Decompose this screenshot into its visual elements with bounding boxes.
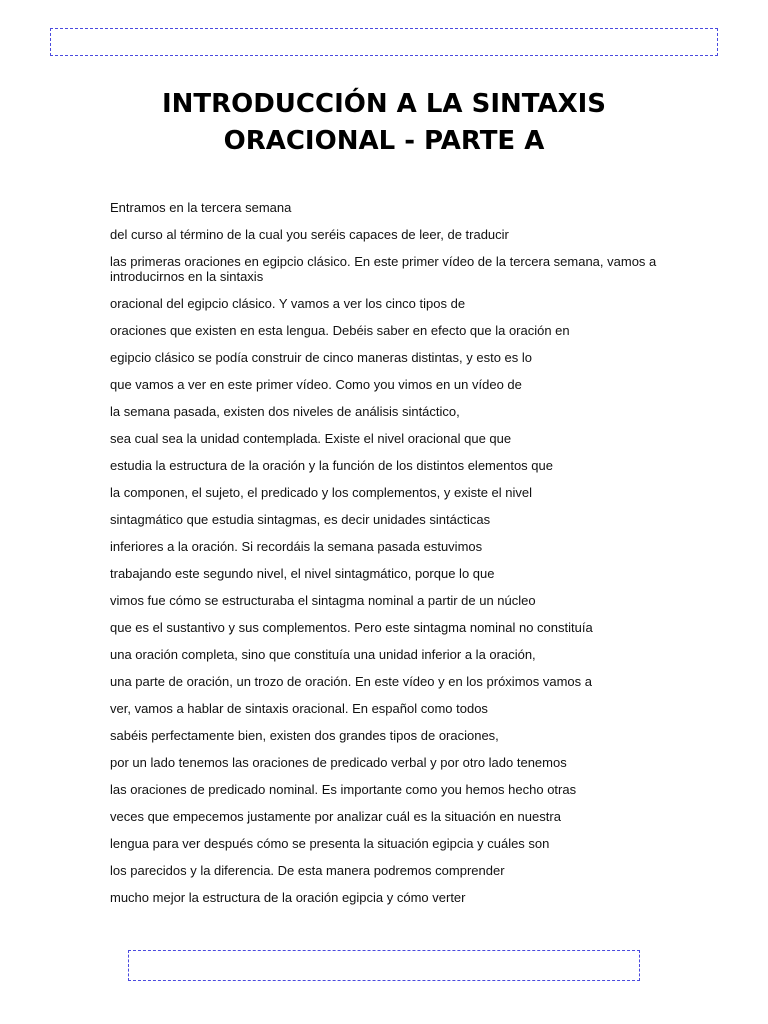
title-line-2: ORACIONAL - PARTE A (223, 126, 545, 156)
paragraph: la semana pasada, existen dos niveles de análisis sintáctico, (110, 404, 460, 419)
paragraph: vimos fue cómo se estructuraba el sintagma nominal a partir de un núcleo (110, 593, 536, 608)
title-line-1: INTRODUCCIÓN A LA SINTAXIS (161, 89, 607, 119)
paragraph: ver, vamos a hablar de sintaxis oracional. En español como todos (110, 701, 488, 716)
paragraph: Entramos en la tercera semana (110, 200, 292, 215)
paragraph: sabéis perfectamente bien, existen dos grandes tipos de oraciones, (110, 728, 499, 743)
paragraph: por un lado tenemos las oraciones de predicado verbal y por otro lado tenemos (110, 755, 567, 770)
paragraph: sea cual sea la unidad contemplada. Existe el nivel oracional que que (110, 431, 512, 446)
paragraph: que vamos a ver en este primer vídeo. Como you vimos en un vídeo de (110, 377, 522, 392)
paragraph: inferiores a la oración. Si recordáis la semana pasada estuvimos (110, 539, 483, 554)
paragraph: veces que empecemos justamente por analizar cuál es la situación en nuestra (110, 809, 561, 824)
paragraph: oracional del egipcio clásico. Y vamos a ver los cinco tipos de (110, 296, 466, 311)
paragraph: que es el sustantivo y sus complementos. Pero este sintagma nominal no constituía (110, 620, 593, 635)
document-body (110, 200, 670, 917)
paragraph: la componen, el sujeto, el predicado y los complementos, y existe el nivel (110, 485, 532, 500)
paragraph: una oración completa, sino que constituía una unidad inferior a la oración, (110, 647, 536, 662)
paragraph: las oraciones de predicado nominal. Es importante como you hemos hecho otras (110, 782, 577, 797)
paragraph: trabajando este segundo nivel, el nivel sintagmático, porque lo que (110, 566, 495, 581)
paragraph: mucho mejor la estructura de la oración egipcia y cómo verter (110, 890, 466, 905)
paragraph: del curso al término de la cual you seréis capaces de leer, de traducir (110, 227, 509, 242)
header-placeholder-frame (50, 28, 718, 56)
paragraph: estudia la estructura de la oración y la función de los distintos elementos que (110, 458, 553, 473)
paragraph: sintagmático que estudia sintagmas, es decir unidades sintácticas (110, 512, 491, 527)
document-title (100, 86, 668, 160)
paragraph: oraciones que existen en esta lengua. Debéis saber en efecto que la oración en (110, 323, 570, 338)
paragraph: los parecidos y la diferencia. De esta manera podremos comprender (110, 863, 505, 878)
paragraph: las primeras oraciones en egipcio clásico. En este primer vídeo de la tercera semana, vamos a introducirnos en la sintaxis (110, 254, 657, 284)
footer-placeholder-frame (128, 950, 640, 981)
paragraph: egipcio clásico se podía construir de cinco maneras distintas, y esto es lo (110, 350, 532, 365)
paragraph: una parte de oración, un trozo de oración. En este vídeo y en los próximos vamos a (110, 674, 592, 689)
paragraph: lengua para ver después cómo se presenta la situación egipcia y cuáles son (110, 836, 550, 851)
